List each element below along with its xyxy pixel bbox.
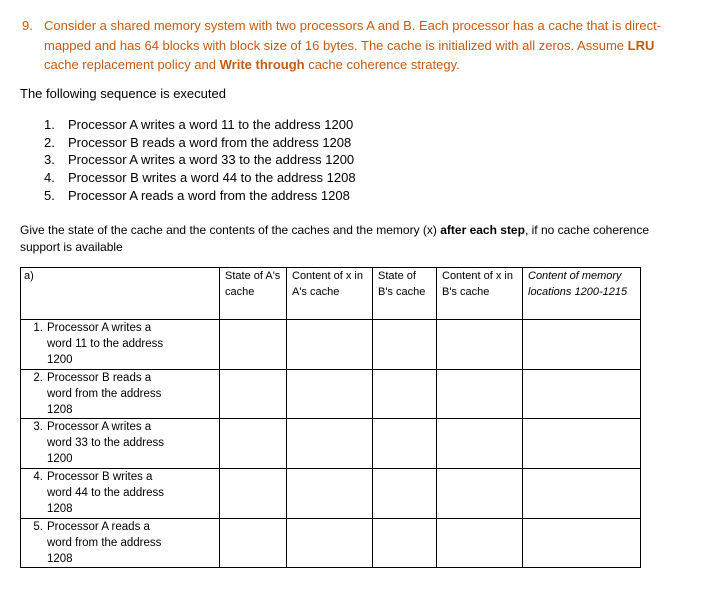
question-text: Consider a shared memory system with two processors A and B. Each processor has a cache that is direct-mapped and has 64 blocks with block size of 16 bytes. The cache is initialized with all zeros. Assume LRU cache replacement policy and Write through cache coherence strategy. [44, 18, 662, 72]
table-cell[interactable] [220, 320, 287, 370]
table-corner-label: a) [21, 268, 220, 320]
table-row [21, 469, 641, 519]
table-cell[interactable] [437, 519, 523, 568]
row-step-cell: 2. Processor B reads a word from the address 1208 [21, 370, 220, 419]
table-row [21, 519, 641, 568]
table-cell[interactable] [373, 320, 437, 370]
table-cell[interactable] [287, 469, 373, 519]
lru-emphasis: LRU [627, 37, 655, 53]
table-cell[interactable] [523, 320, 641, 370]
table-cell[interactable] [437, 370, 523, 419]
table-cell[interactable] [437, 320, 523, 370]
task-instruction: Give the state of the cache and the contents of the caches and the memory (x) after each step, if no cache coherence support is available [20, 223, 650, 254]
list-item: 3. Processor A writes a word 33 to the address 1200 [44, 152, 355, 168]
table-cell[interactable] [220, 469, 287, 519]
table-cell[interactable] [437, 469, 523, 519]
table-cell[interactable] [437, 419, 523, 469]
table-row [21, 419, 641, 469]
table-cell[interactable] [287, 320, 373, 370]
table-cell[interactable] [287, 419, 373, 469]
table-cell[interactable] [523, 370, 641, 419]
question-number: 9. [22, 18, 33, 33]
table-header-row [21, 268, 641, 320]
row-step-cell: 5. Processor A reads a word from the address 1208 [21, 519, 220, 568]
write-through-emphasis: Write through [219, 57, 305, 72]
cache-state-table [20, 267, 641, 568]
list-item: 5. Processor A reads a word from the address 1208 [44, 187, 350, 203]
table-cell[interactable] [523, 419, 641, 469]
table-cell[interactable] [287, 519, 373, 568]
table-cell[interactable] [373, 519, 437, 568]
row-step-cell: 1. Processor A writes a word 11 to the address 1200 [21, 320, 220, 370]
sequence-list [44, 116, 356, 205]
table-cell[interactable] [373, 469, 437, 519]
header-memory: Content of memory locations 1200-1215 [523, 268, 641, 320]
row-step-cell: 3. Processor A writes a word 33 to the address 1200 [21, 419, 220, 469]
list-item: 1. Processor A writes a word 11 to the address 1200 [44, 117, 354, 132]
list-item: 4. Processor B writes a word 44 to the address 1208 [44, 170, 356, 186]
table-cell[interactable] [220, 370, 287, 419]
header-state-b: State of B's cache [373, 268, 437, 320]
list-item: 2. Processor B reads a word from the address 1208 [44, 134, 352, 150]
table-cell[interactable] [220, 419, 287, 469]
row-step-cell: 4. Processor B writes a word 44 to the address 1208 [21, 469, 220, 519]
table-cell[interactable] [287, 370, 373, 419]
table-cell[interactable] [523, 469, 641, 519]
table-cell[interactable] [373, 419, 437, 469]
header-content-b: Content of x in B's cache [437, 268, 523, 320]
table-cell[interactable] [220, 519, 287, 568]
table-row [21, 320, 641, 370]
header-content-a: Content of x in A's cache [287, 268, 373, 320]
header-state-a: State of A's cache [220, 268, 287, 320]
sequence-intro: The following sequence is executed [20, 86, 226, 101]
table-cell[interactable] [373, 370, 437, 419]
table-row [21, 370, 641, 419]
table-cell[interactable] [523, 519, 641, 568]
